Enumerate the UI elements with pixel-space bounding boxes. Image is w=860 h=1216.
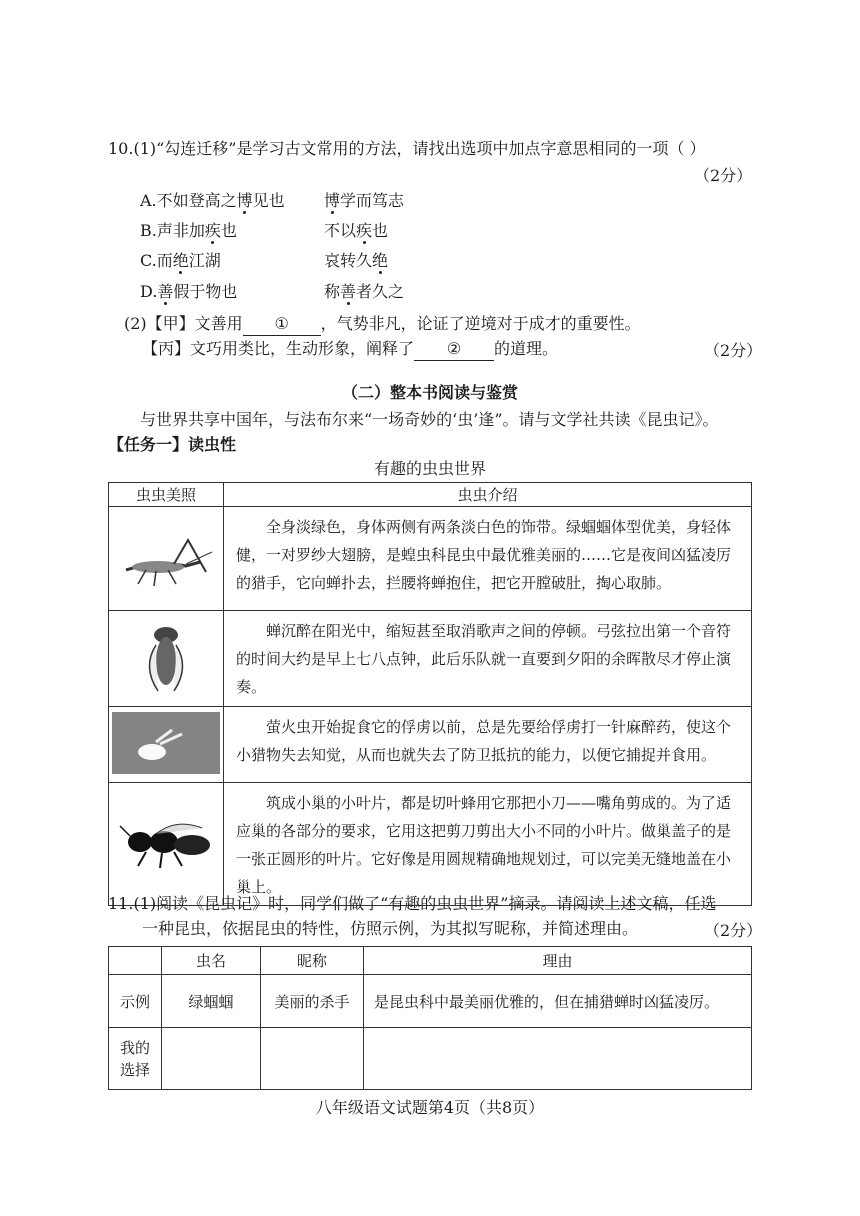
blank-1[interactable]: ① — [243, 313, 321, 336]
option-left-phrase: A.不如登高之博见也 — [140, 191, 285, 210]
task-one-heading: 【任务一】读虫性 — [108, 435, 237, 454]
option-right-phrase: 哀转久绝 — [324, 251, 389, 270]
dotted-char: 疾 — [204, 221, 221, 240]
q10-score-1: （2分） — [694, 166, 753, 185]
header-reason: 理由 — [364, 947, 752, 975]
blank-2[interactable]: ② — [414, 338, 494, 361]
example-label: 示例 — [109, 975, 162, 1028]
firefly-intro: 萤火虫开始捉食它的俘虏以前，总是先要给俘虏打一针麻醉药，使这个小猎物失去知觉，从而也就失去了防卫抵抗的能力，以便它捕捉并食用。 — [224, 707, 752, 783]
leafcutter-bee-intro: 筑成小巢的小叶片，都是切叶蜂用它那把小刀——嘴角剪成的。为了适应巢的各部分的要求，它用这把剪刀剪出大小不同的小叶片。做巢盖子的是一张正圆形的叶片。它好像是用圆规精确地规划过，可以完美无缝地盖在小巢上。 — [224, 783, 752, 906]
header-bug-name: 虫名 — [162, 947, 261, 975]
my-nickname-cell[interactable] — [261, 1028, 364, 1090]
dotted-char: 博 — [236, 191, 253, 210]
firefly-image — [109, 707, 224, 783]
dotted-char: 善 — [340, 282, 357, 301]
q10-option-d[interactable] — [140, 281, 404, 303]
header-nickname: 昵称 — [261, 947, 364, 975]
header-blank — [109, 947, 162, 975]
q10-score-2: （2分） — [704, 341, 763, 360]
example-bug-name: 绿蝈蝈 — [162, 975, 261, 1028]
my-reason-cell[interactable] — [364, 1028, 752, 1090]
leafcutter-bee-image — [109, 783, 224, 906]
section-intro: 与世界共享中国年，与法布尔来“一场奇妙的‘虫’逢”。请与文学社共读《昆虫记》。 — [140, 410, 719, 429]
option-right-phrase: 不以疾也 — [324, 221, 389, 240]
q11-prompt-line1: 11.(1)阅读《昆虫记》时，同学们做了“有趣的虫虫世界”摘录。请阅读上述文稿，任选 — [108, 894, 717, 913]
example-nickname: 美丽的杀手 — [261, 975, 364, 1028]
grasshopper-intro: 全身淡绿色，身体两侧有两条淡白色的饰带。绿蝈蝈体型优美，身轻体健，一对罗纱大翅膀，是蝗虫科昆虫中最优雅美丽的……它是夜间凶猛凌厉的猎手，它向蝉扑去，拦腰将蝉抱住，把它开膛破肚，掏心取肺。 — [224, 507, 752, 611]
q10-option-a[interactable] — [140, 190, 404, 212]
col-header-photo: 虫虫美照 — [109, 483, 224, 507]
section-title: （二）整本书阅读与鉴赏 — [341, 383, 518, 402]
q10-prompt: 10.(1)“勾连迁移”是学习古文常用的方法，请找出选项中加点字意思相同的一项（ ） — [108, 139, 706, 158]
q10-part2-text: (2)【甲】文善用 — [124, 314, 243, 333]
q10-part2-line2 — [142, 338, 558, 361]
q10-part3-text: 【丙】文巧用类比，生动形象，阐释了 — [142, 339, 415, 358]
cicada-intro: 蝉沉醉在阳光中，缩短甚至取消歌声之间的停顿。弓弦拉出第一个音符的时间大约是早上七八点钟，此后乐队就一直要到夕阳的余晖散尽才停止演奏。 — [224, 611, 752, 707]
q11-prompt-line2: 一种昆虫，依据昆虫的特性，仿照示例，为其拟写昵称，并简述理由。 — [142, 919, 639, 938]
option-left-phrase: C.而绝江湖 — [140, 251, 221, 270]
q10-part3-text-end: 的道理。 — [494, 339, 559, 358]
grasshopper-image — [109, 507, 224, 611]
nickname-table — [108, 946, 752, 1090]
dotted-char: 绝 — [372, 251, 389, 270]
bug-table-caption: 有趣的虫虫世界 — [373, 459, 486, 478]
dotted-char: 博 — [324, 191, 341, 210]
option-right-phrase: 博学而笃志 — [324, 191, 405, 210]
dotted-char: 绝 — [172, 251, 189, 270]
option-left-phrase: D.善假于物也 — [140, 282, 238, 301]
option-right-phrase: 称善者久之 — [324, 282, 405, 301]
my-choice-label: 我的 选择 — [109, 1028, 162, 1090]
my-bug-name-cell[interactable] — [162, 1028, 261, 1090]
q10-part2-text-end: ，气势非凡，论证了逆境对于成才的重要性。 — [320, 314, 641, 333]
example-reason: 是昆虫科中最美丽优雅的，但在捕猎蝉时凶猛凌厉。 — [364, 975, 752, 1028]
q10-option-c[interactable] — [140, 250, 388, 272]
page-footer: 八年级语文试题第4页（共8页） — [315, 1098, 545, 1117]
q11-score: （2分） — [704, 921, 763, 940]
q10-option-b[interactable] — [140, 220, 388, 242]
dotted-char: 善 — [157, 282, 174, 301]
col-header-intro: 虫虫介绍 — [224, 483, 752, 507]
q10-part2-line1 — [124, 313, 641, 336]
cicada-image — [109, 611, 224, 707]
bug-table — [108, 482, 752, 906]
dotted-char: 疾 — [356, 221, 373, 240]
option-left-phrase: B.声非加疾也 — [140, 221, 237, 240]
